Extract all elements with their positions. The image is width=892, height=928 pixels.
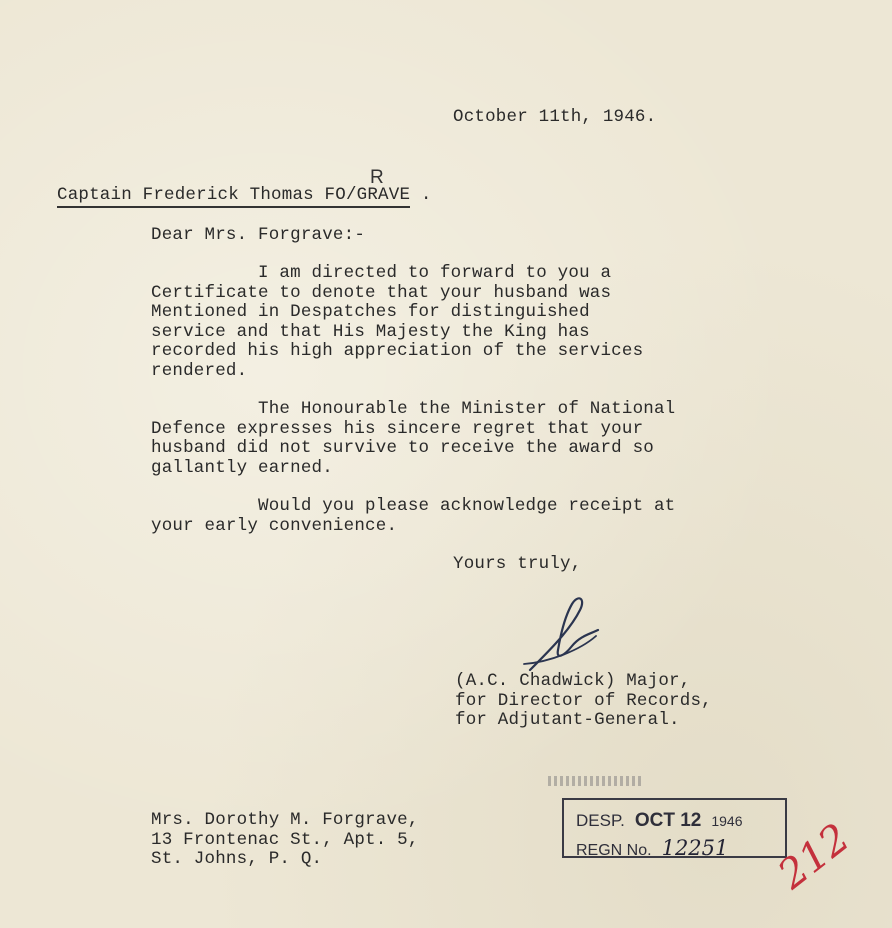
closing: Yours truly, xyxy=(453,554,582,574)
subject-suffix: GRAVE xyxy=(356,185,411,205)
salutation: Dear Mrs. Forgrave:- xyxy=(151,225,366,245)
stamp-desp-year: 1946 xyxy=(711,813,743,829)
registry-stamp xyxy=(562,798,787,858)
signature-icon xyxy=(520,590,630,680)
paragraph-3: Would you please acknowledge receipt at your early convenience. xyxy=(151,496,676,536)
stamp-desp-label: DESP. xyxy=(576,811,625,830)
recipient-address: Mrs. Dorothy M. Forgrave, 13 Frontenac St., Apt. 5, St. Johns, P. Q. xyxy=(151,810,419,869)
paragraph-2: The Honourable the Minister of National Defence expresses his sincere regret that your husband did not survive to receive the award so gallantly earned. xyxy=(151,399,676,478)
stamp-regn-number: 12251 xyxy=(661,836,729,860)
subject-prefix: Captain Frederick Thomas FO xyxy=(57,185,346,205)
handwritten-correction: R xyxy=(370,167,384,188)
signature-block: (A.C. Chadwick) Major, for Director of Records, for Adjutant-General. xyxy=(455,671,712,730)
stamp-regn-label: REGN No. xyxy=(576,842,652,859)
letter-date: October 11th, 1946. xyxy=(453,107,657,127)
stamp-desp-date: OCT 12 xyxy=(634,810,702,831)
subject-line: Captain Frederick Thomas FO/GRAVE . xyxy=(57,186,432,206)
red-pencil-mark: 212 xyxy=(770,814,859,899)
ink-smudge xyxy=(548,776,643,786)
paragraph-1: I am directed to forward to you a Certificate to denote that your husband was Mentioned in Despatches for distinguished service and that His Majesty the King has recorded his high appreciation of the services rendered. xyxy=(151,263,644,381)
stamp-desp-row xyxy=(576,810,743,832)
stamp-regn-row xyxy=(576,836,728,860)
